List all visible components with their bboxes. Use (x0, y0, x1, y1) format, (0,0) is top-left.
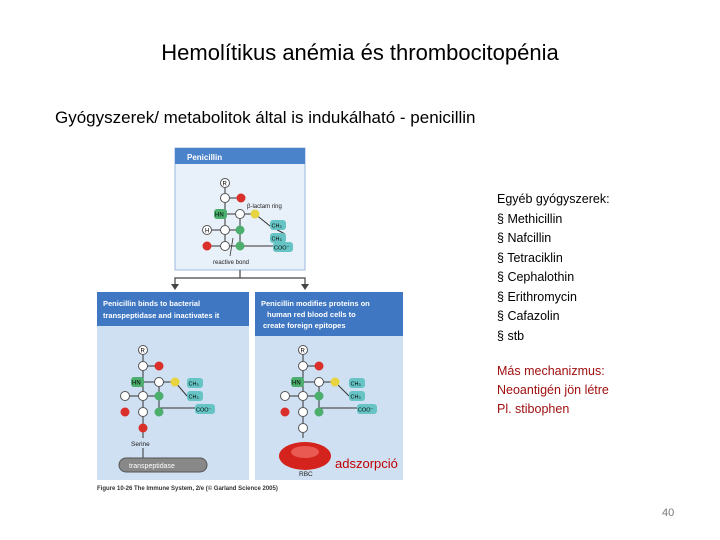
ch3-top-1: CH₃ (271, 223, 282, 230)
penicillin-mechanism-diagram (95, 146, 405, 496)
drug-item: § stb (497, 328, 525, 343)
atom-r-right: R (300, 348, 305, 355)
drug-item: § Methicillin (497, 211, 563, 226)
mechanism-line-3: Pl. stibophen (497, 402, 570, 416)
left-header-line2: transpeptidase and inactivates it (103, 311, 220, 320)
other-drugs-block (497, 190, 610, 346)
hn-top-label: HN (215, 212, 224, 219)
right-header-line3: create foreign epitopes (263, 321, 346, 330)
coo-top: COO⁻ (274, 245, 290, 252)
slide-title: Hemolítikus anémia és thrombocitopénia (161, 40, 559, 65)
split-arrow (175, 270, 305, 286)
ch3-left-2: CH₃ (188, 394, 199, 401)
drug-item: § Cafazolin (497, 309, 560, 323)
page-number: 40 (662, 507, 675, 519)
figure-caption: Figure 10-26 The Immune System, 2/e (© Garland Science 2005) (97, 486, 278, 492)
penicillin-header: Penicillin (187, 153, 223, 162)
coo-right: COO⁻ (358, 407, 374, 414)
mechanism-line-2: Neoantigén jön létre (497, 383, 609, 397)
beta-lactam-label: β-lactam ring (247, 204, 282, 210)
other-drugs-heading: Egyéb gyógyszerek: (497, 192, 610, 206)
penicillin-figure (95, 146, 405, 496)
slide-subtitle: Gyógyszerek/ metabolitok által is indukálható - penicillin (55, 108, 476, 127)
ch3-right-1: CH₃ (350, 381, 361, 388)
ch3-left-1: CH₃ (188, 381, 199, 388)
right-header-line2: human red blood cells to (267, 310, 356, 319)
coo-left: COO⁻ (196, 407, 212, 414)
left-header (97, 292, 249, 326)
left-header-line1: Penicillin binds to bacterial (103, 299, 201, 308)
atom-h-top: H (205, 228, 210, 235)
transpeptidase-label: transpeptidase (129, 463, 175, 470)
mechanism-line-1: Más mechanizmus: (497, 364, 605, 378)
serine-label: Serine (131, 441, 150, 448)
drug-item: § Tetraciklin (497, 250, 563, 265)
reactive-bond-label: reactive bond (213, 260, 250, 266)
drug-item: § Nafcillin (497, 231, 552, 245)
drug-item: § Cephalothin (497, 270, 575, 284)
atom-r-top-label: R (222, 181, 227, 188)
oxygen-atom (237, 194, 246, 203)
right-header-line1: Penicillin modifies proteins on (261, 299, 370, 308)
mechanism-block (497, 362, 609, 419)
atom-r-left: R (140, 348, 145, 355)
adsorption-label: adszorpció (335, 456, 398, 471)
hn-right: HN (292, 380, 301, 387)
hn-left: HN (132, 380, 141, 387)
drug-item: § Erithromycin (497, 289, 577, 304)
ch3-right-2: CH₃ (350, 394, 361, 401)
ch3-top-2: CH₃ (271, 236, 282, 243)
rbc-label: RBC (299, 471, 313, 478)
sulfur-atom (251, 210, 260, 219)
